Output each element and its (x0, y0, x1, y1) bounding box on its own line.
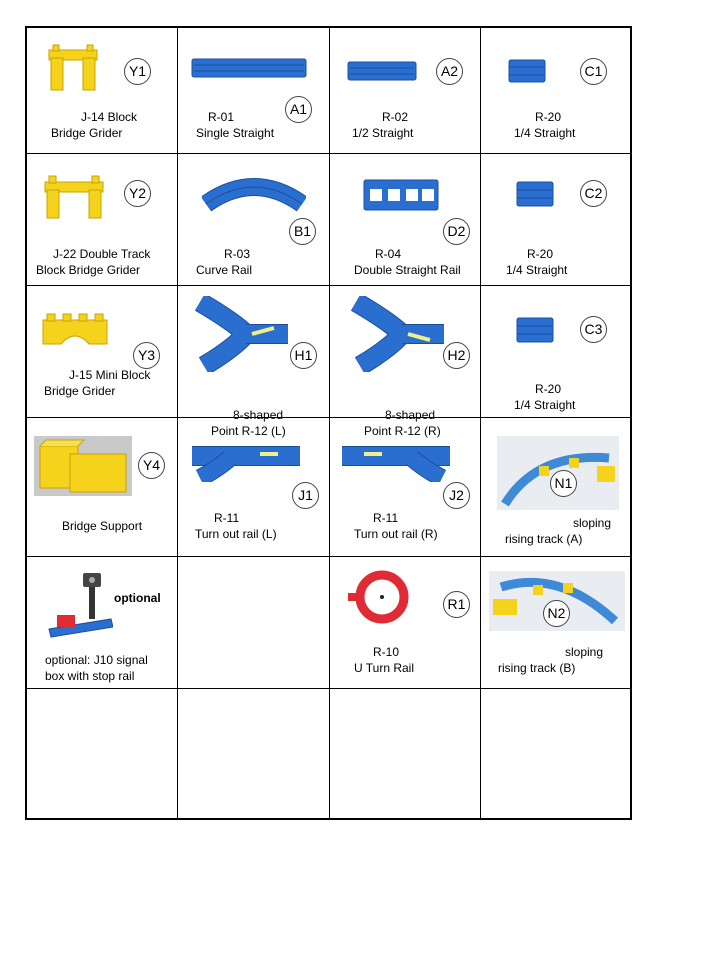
part-code: R-04 (375, 247, 402, 261)
part-badge: N1 (550, 470, 577, 497)
part-name: rising track (B) (498, 661, 576, 675)
part-code: sloping (565, 645, 604, 659)
part-badge: Y1 (124, 58, 151, 85)
part-name: Block Bridge Grider (36, 263, 141, 277)
part-code: optional: J10 signal (45, 653, 148, 667)
part-badge: A1 (285, 96, 312, 123)
turnout-rail-right-image (340, 442, 452, 482)
cell-a1 (178, 28, 329, 153)
part-code: R-02 (382, 110, 409, 124)
point-rail-left-image (194, 296, 292, 372)
cell-n2 (481, 557, 632, 688)
part-code: R-11 (373, 511, 399, 525)
part-code: R-03 (224, 247, 251, 261)
cell-c2 (481, 154, 632, 285)
double-straight-rail-image (362, 178, 440, 212)
part-code: R-20 (535, 110, 562, 124)
cell-c3 (481, 286, 632, 417)
part-code: 8-shaped (233, 408, 284, 422)
cell-h2 (330, 286, 480, 438)
part-badge: N2 (543, 600, 570, 627)
part-name: Single Straight (196, 126, 275, 140)
part-badge: H1 (290, 342, 317, 369)
cell-y3 (27, 286, 177, 417)
cell-h1 (178, 286, 329, 438)
part-name: Bridge Grider (44, 384, 116, 398)
cell-empty (178, 557, 329, 688)
point-rail-right-image (350, 296, 448, 372)
cell-optional (27, 557, 177, 688)
part-code: 8-shaped (385, 408, 436, 422)
part-code: J-15 Mini Block (69, 368, 151, 382)
parts-table (25, 26, 632, 820)
cell-r1 (330, 557, 480, 688)
cell-a2 (330, 28, 480, 153)
part-badge: Y3 (133, 342, 160, 369)
part-name: box with stop rail (45, 669, 135, 683)
optional-tag: optional (114, 591, 161, 605)
part-name: Point R-12 (L) (211, 424, 286, 438)
part-badge: H2 (443, 342, 470, 369)
turnout-rail-left-image (190, 442, 302, 482)
part-code: R-20 (527, 247, 554, 261)
cell-j1 (178, 418, 329, 556)
part-name: Bridge Grider (51, 126, 123, 140)
signal-box-image (47, 571, 113, 641)
part-name: 1/2 Straight (352, 126, 414, 140)
cell-n1 (481, 418, 632, 556)
part-badge: C2 (580, 180, 607, 207)
mini-bridge-girder-image (41, 312, 109, 346)
part-code: R-10 (373, 645, 400, 659)
part-badge: D2 (443, 218, 470, 245)
u-turn-rail-image (346, 569, 412, 631)
part-badge: C1 (580, 58, 607, 85)
part-name: rising track (A) (505, 532, 583, 546)
part-badge: J2 (443, 482, 470, 509)
part-code: J-14 Block (81, 110, 138, 124)
curve-rail-image (202, 174, 306, 218)
cell-d2 (330, 154, 480, 285)
part-name: Curve Rail (196, 263, 253, 277)
part-badge: R1 (443, 591, 470, 618)
part-code: sloping (573, 516, 612, 530)
row-divider (27, 688, 630, 689)
part-code: J-22 Double Track (53, 247, 151, 261)
part-name: 1/4 Straight (506, 263, 568, 277)
part-name: 1/4 Straight (514, 398, 576, 412)
part-code: R-11 (214, 511, 240, 525)
part-code: R-01 (208, 110, 235, 124)
quarter-straight-rail-image (513, 316, 557, 346)
part-name: U Turn Rail (354, 661, 415, 675)
quarter-straight-rail-image (513, 180, 557, 208)
cell-y1 (27, 28, 177, 153)
double-bridge-girder-image (43, 174, 105, 220)
part-badge: Y2 (124, 180, 151, 207)
cell-y4 (27, 418, 177, 556)
part-badge: J1 (292, 482, 319, 509)
half-straight-rail-image (346, 60, 418, 82)
cell-b1 (178, 154, 329, 285)
part-badge: A2 (436, 58, 463, 85)
part-badge: B1 (289, 218, 316, 245)
straight-rail-image (190, 56, 308, 80)
cell-y2 (27, 154, 177, 285)
part-name: Bridge Support (62, 519, 143, 533)
part-badge: Y4 (138, 452, 165, 479)
part-badge: C3 (580, 316, 607, 343)
bridge-girder-image (47, 44, 99, 92)
part-name: Point R-12 (R) (364, 424, 441, 438)
part-name: 1/4 Straight (514, 126, 576, 140)
part-name: Turn out rail (R) (354, 527, 438, 541)
bridge-support-image (34, 436, 132, 496)
part-name: Turn out rail (L) (195, 527, 277, 541)
quarter-straight-rail-image (505, 58, 549, 84)
part-name: Double Straight Rail (354, 263, 461, 277)
part-code: R-20 (535, 382, 562, 396)
cell-j2 (330, 418, 480, 556)
cell-c1 (481, 28, 632, 153)
